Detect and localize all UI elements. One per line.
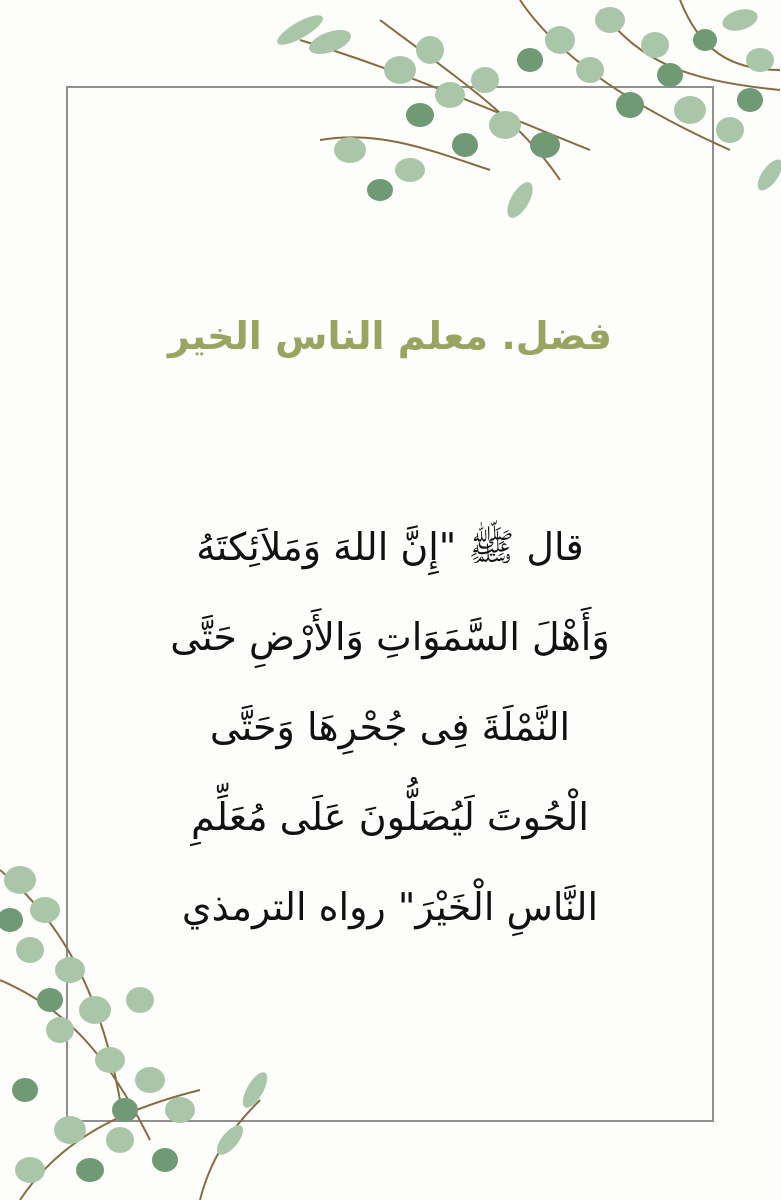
hadith-line: وَأَهْلَ السَّمَوَاتِ وَالأَرْضِ حَتَّى (170, 615, 610, 659)
hadith-line: قال ﷺ "إِنَّ اللهَ وَمَلاَئِكتَهُ (196, 525, 584, 569)
card-title: فضل. معلم الناس الخير (168, 314, 612, 358)
hadith-line: النَّمْلَةَ فِى جُحْرِهَا وَحَتَّى (209, 705, 571, 749)
hadith-text (100, 502, 680, 952)
hadith-line: الْحُوتَ لَيُصَلُّونَ عَلَى مُعَلِّمِ (191, 795, 589, 839)
eucalyptus-top-icon (260, 0, 781, 240)
hadith-line: النَّاسِ الْخَيْرَ" رواه الترمذي (181, 885, 599, 929)
